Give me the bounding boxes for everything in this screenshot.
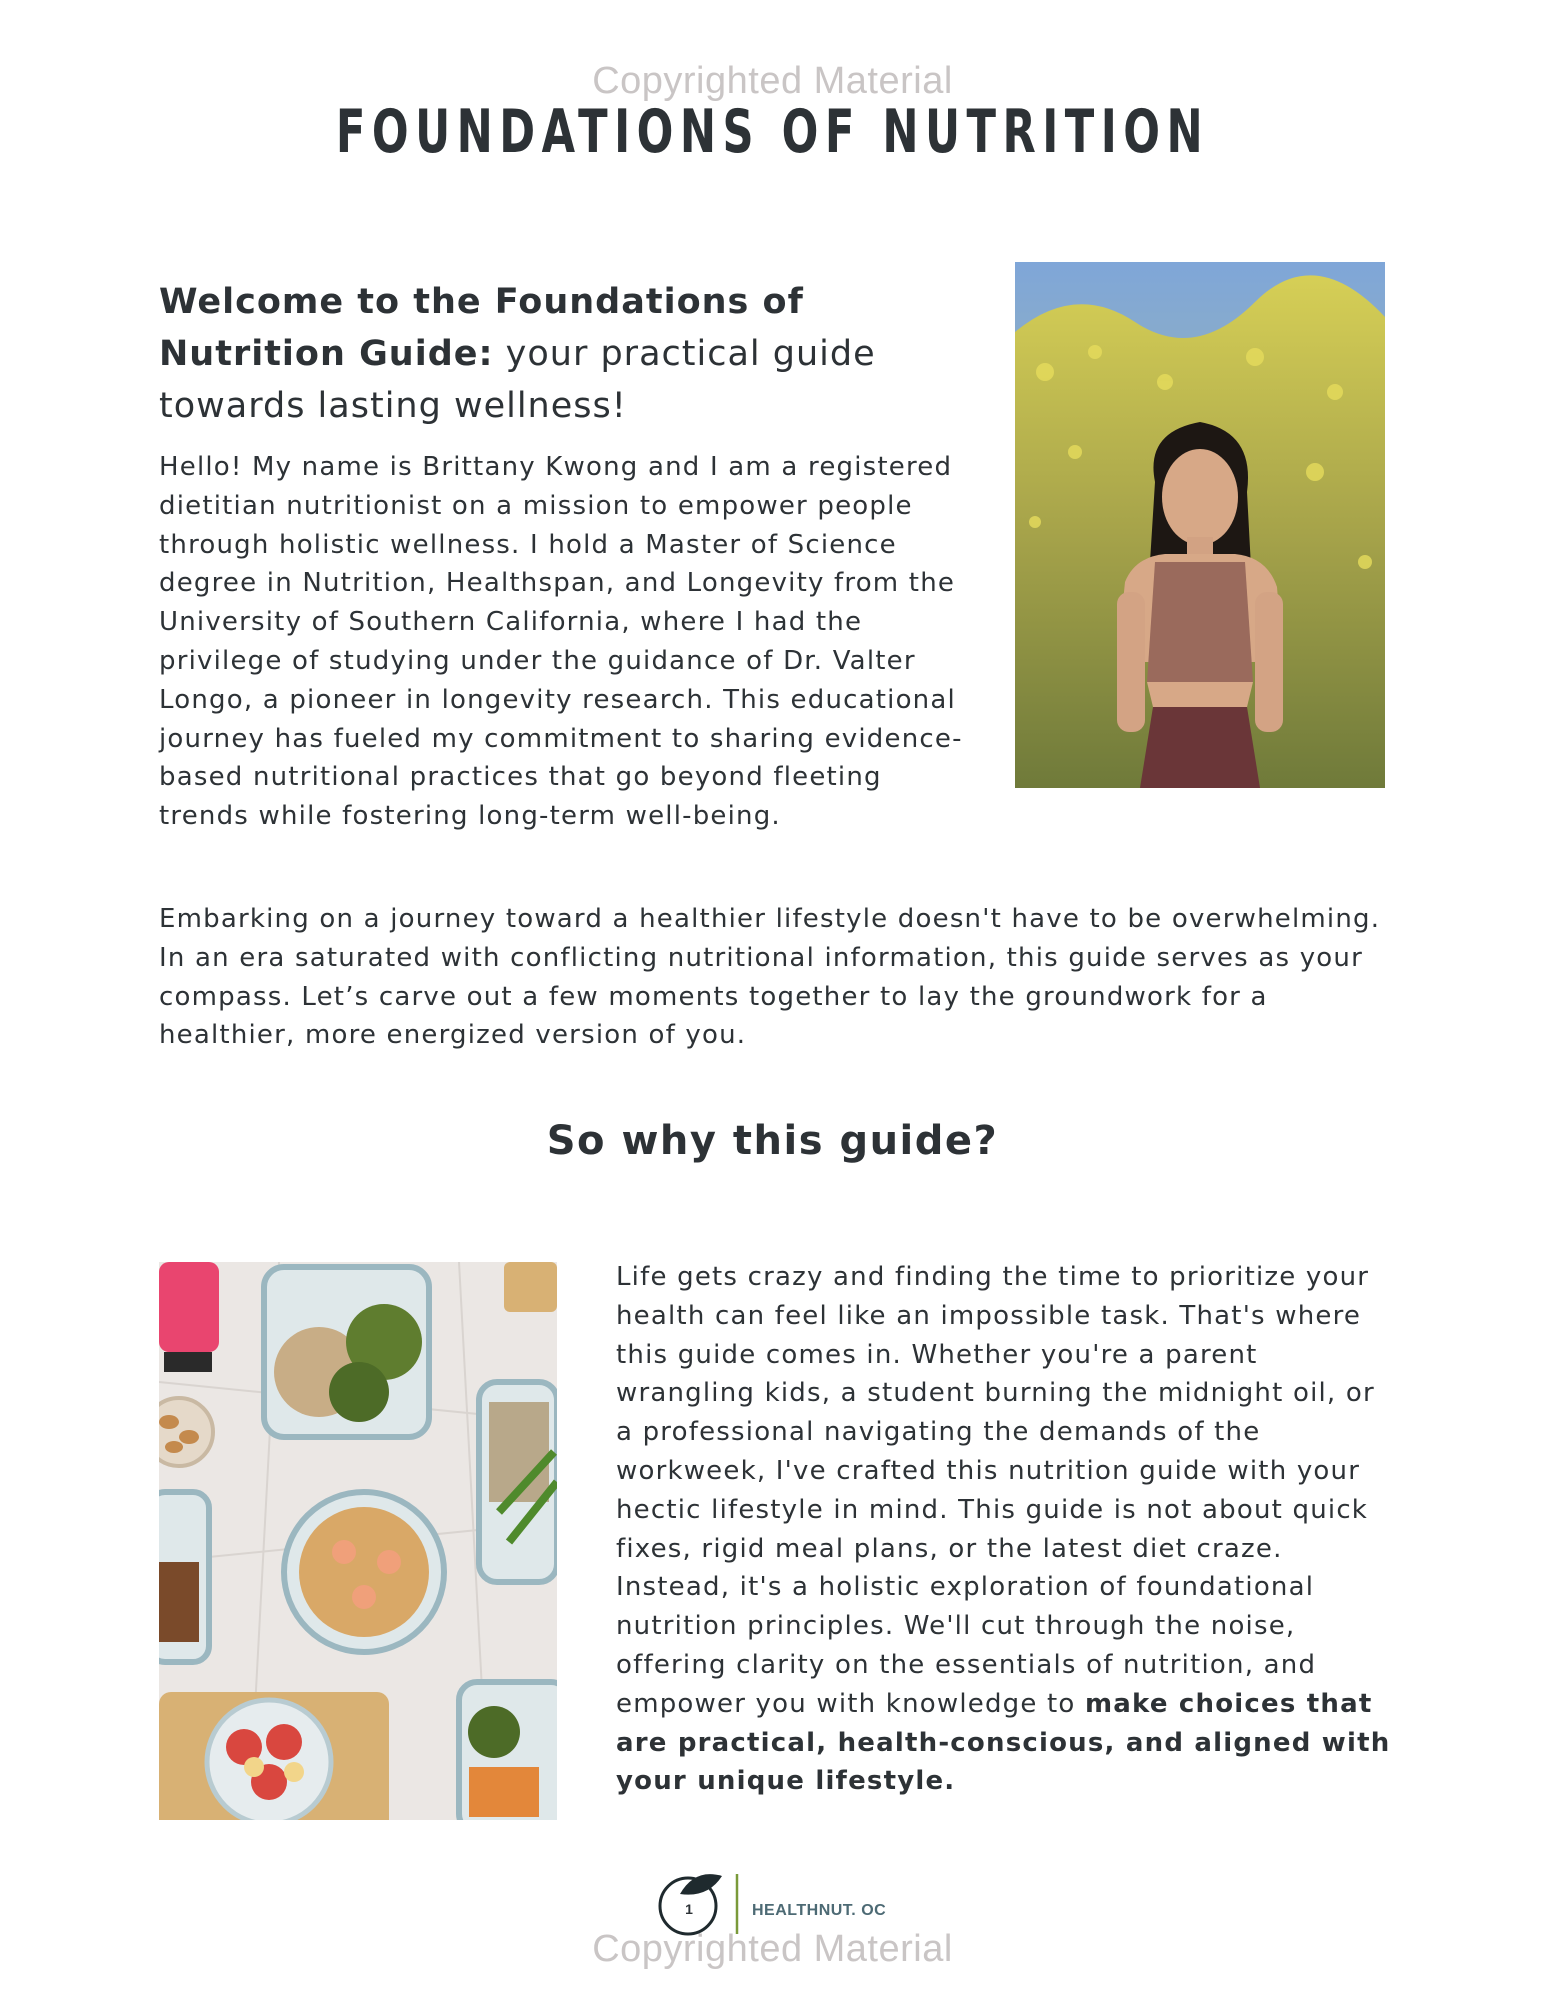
watermark-top: Copyrighted Material <box>592 60 953 102</box>
watermark-bottom: Copyrighted Material <box>592 1928 953 1970</box>
portrait-photo <box>1015 262 1385 788</box>
page-title: FOUNDATIONS OF NUTRITION <box>335 97 1210 167</box>
meal-prep-photo <box>159 1262 557 1820</box>
footer-brand: HEALTHNUT. OC <box>752 1902 887 1919</box>
why-paragraph-emphasis: make choices that are practical, health-conscious, and aligned with your unique lifestyle. <box>616 1688 1391 1797</box>
intro-paragraph: Hello! My name is Brittany Kwong and I am a registered dietitian nutritionist on a mission to empower people through holistic wellness. I hold a Master of Science degree in Nutrition, Healthspan, and Longevity from the University of Southern California, where I had the privilege of studying under the guidance of Dr. Valter Longo, a pioneer in longevity research. This educational journey has fueled my commitment to sharing evidence-based nutritional practices that go beyond fleeting trends while fostering long-term well-being. <box>159 452 963 832</box>
intro-heading-rest: your practical guide towards lasting wellness! <box>159 334 876 426</box>
journey-paragraph: Embarking on a journey toward a healthier lifestyle doesn't have to be overwhelming. In an era saturated with conflicting nutritional information, this guide serves as your compass. Let’s carve out a few moments together to lay the groundwork for a healthier, more energized version of you. <box>159 904 1381 1051</box>
intro-heading <box>159 276 979 432</box>
intro-heading-bold: Welcome to the Foundations of Nutrition Guide: <box>159 282 804 374</box>
why-paragraph <box>616 1258 1396 1801</box>
why-paragraph-text: Life gets crazy and finding the time to prioritize your health can feel like an impossible task. That's where this guide comes in. Whether you're a parent wrangling kids, a student burning the midnight oil, or a professional navigating the demands of the workweek, I've crafted this nutrition guide with your hectic lifestyle in mind. This guide is not about quick fixes, rigid meal plans, or the latest diet craze. Instead, it's a holistic exploration of foundational nutrition principles. We'll cut through the noise, offering clarity on the essentials of nutrition, and empower you with knowledge to <box>616 1262 1375 1719</box>
page-number: 1 <box>685 1901 693 1917</box>
section-heading-why: So why this guide? <box>546 1118 999 1164</box>
